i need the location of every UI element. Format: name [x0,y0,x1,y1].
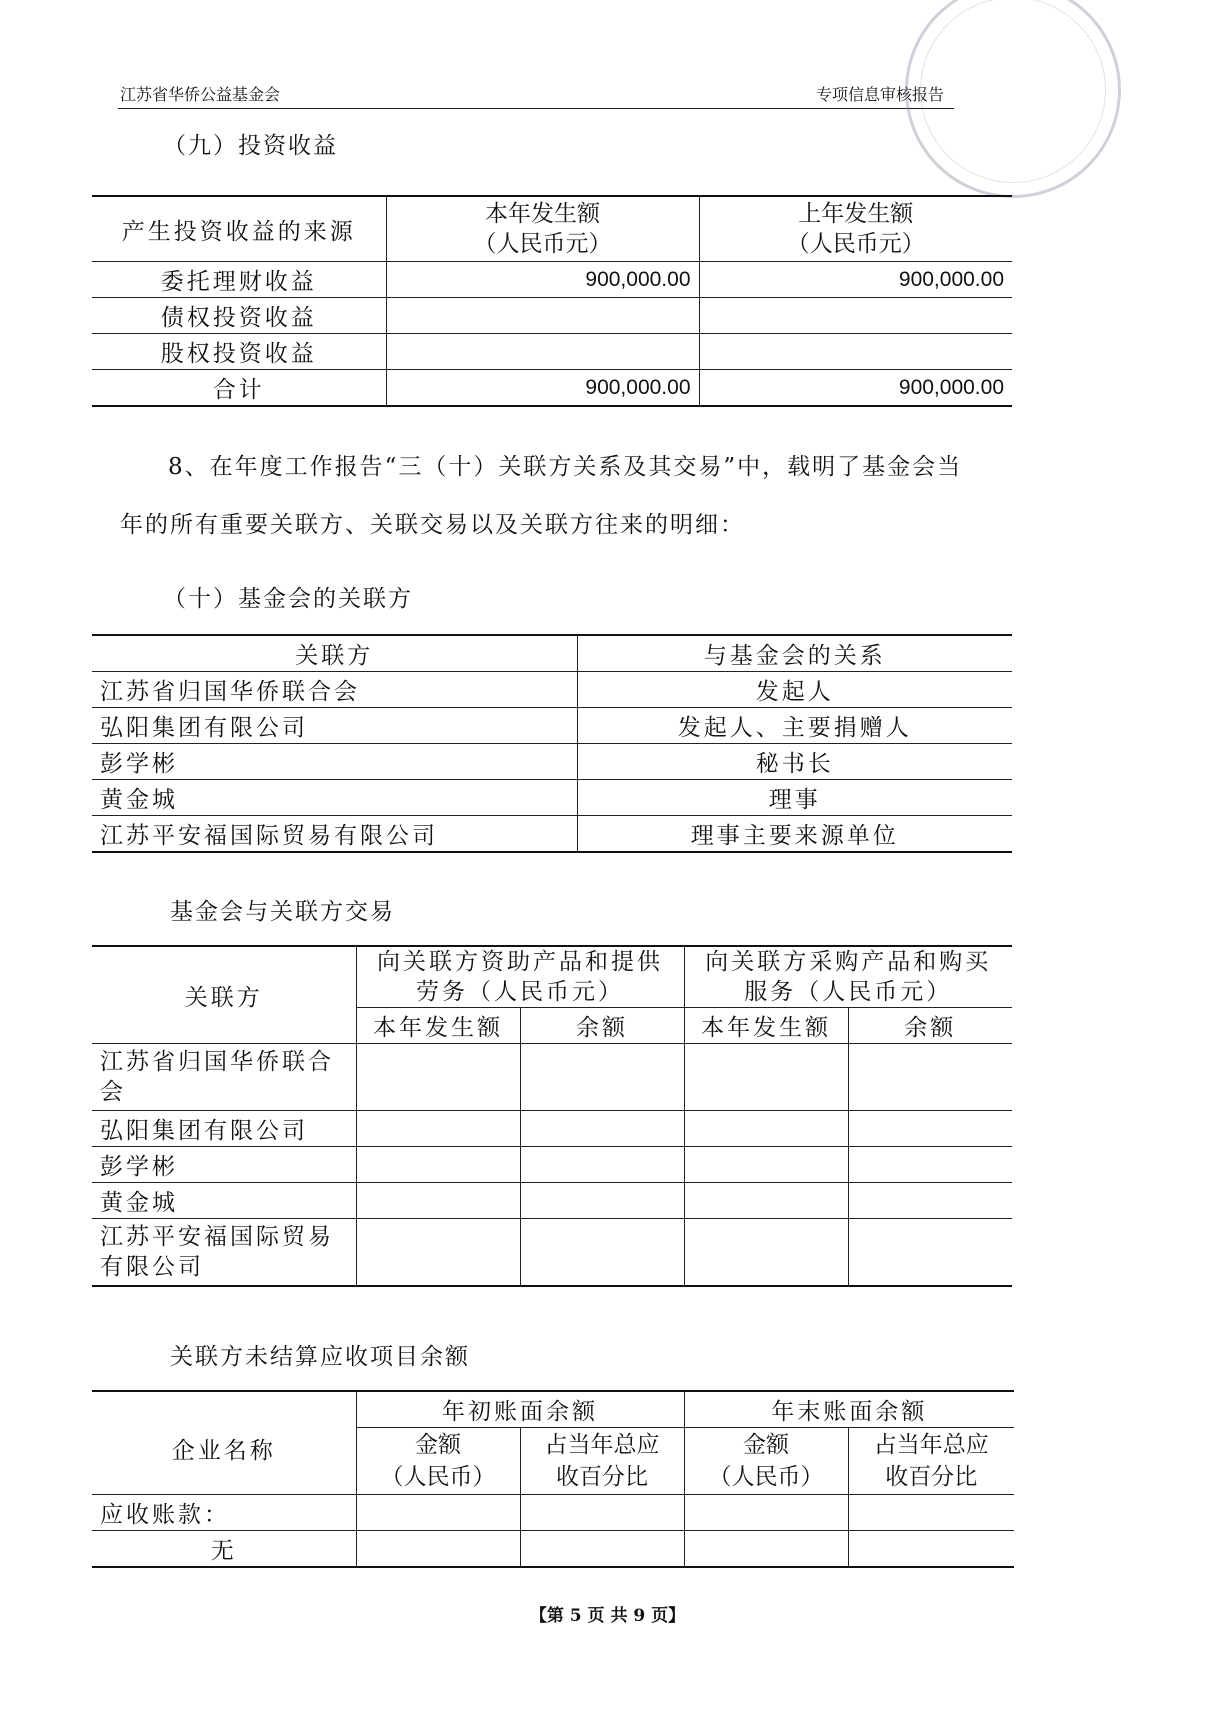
party-relation: 理事主要来源单位 [577,816,1012,853]
cell-empty [356,1531,520,1568]
sub-amount-l2: （人民币） [708,1464,824,1490]
table-row [92,1111,1012,1147]
investment-table [92,195,1012,407]
cell-empty [684,1183,848,1219]
row-none-label: 无 [92,1531,356,1568]
row-previous: 900,000.00 [699,262,1012,298]
cell-empty [848,1531,1014,1568]
row-label: 合计 [92,370,386,407]
table-row-total [92,370,1012,407]
cell-empty [520,1219,684,1287]
cell-empty [356,1044,520,1111]
related-heading: （十）基金会的关联方 [163,586,413,612]
receivables-table [92,1390,1014,1568]
table-header-row [92,1391,1014,1428]
header-previous-year [699,196,1012,262]
sub-percent-l2: 收百分比 [885,1464,978,1490]
party-relation: 发起人、主要捐赠人 [577,708,1012,744]
cell-empty [684,1219,848,1287]
page-header [118,82,954,109]
party-name: 黄金城 [92,1183,356,1219]
table-row [92,1183,1012,1219]
cell-empty [684,1044,848,1111]
sub-percent-l2: 收百分比 [556,1464,648,1490]
cell-empty [520,1111,684,1147]
cell-empty [356,1495,520,1531]
receivables-heading: 关联方未结算应收项目余额 [170,1344,470,1370]
row-current: 900,000.00 [386,262,699,298]
row-label: 委托理财收益 [92,262,386,298]
paragraph-line-2: 年的所有重要关联方、关联交易以及关联方往来的明细： [120,512,745,538]
row-previous [699,298,1012,334]
party-name: 彭学彬 [92,1147,356,1183]
table-row [92,334,1012,370]
table-row [92,672,1012,708]
header-relation: 与基金会的关系 [577,635,1012,672]
table-header-row [92,946,1012,1008]
sub-current: 本年发生额 [684,1008,848,1044]
header-org-name: 江苏省华侨公益基金会 [120,85,281,104]
cell-empty [848,1111,1012,1147]
sub-current: 本年发生额 [356,1008,520,1044]
sub-amount-l1: 金额 [415,1432,461,1458]
row-current [386,298,699,334]
party-relation: 发起人 [577,672,1012,708]
party-name: 江苏省归国华侨联合会 [92,672,577,708]
cell-empty [520,1147,684,1183]
header-company: 企业名称 [92,1391,356,1495]
header-previous-year-l1: 上年发生额 [798,201,914,227]
cell-empty [684,1495,848,1531]
header-group-provide: 向关联方资助产品和提供劳务（人民币元） [356,946,684,1008]
sub-balance: 余额 [848,1008,1012,1044]
sub-amount-l2: （人民币） [380,1464,496,1490]
cell-empty [848,1147,1012,1183]
row-previous [699,334,1012,370]
cell-empty [520,1044,684,1111]
table-row [92,816,1012,853]
cell-empty [520,1183,684,1219]
sub-percent-l1: 占当年总应 [873,1432,989,1458]
header-current-year-l2: （人民币元） [473,231,612,257]
party-name: 彭学彬 [92,744,577,780]
row-previous: 900,000.00 [699,370,1012,407]
cell-empty [684,1531,848,1568]
party-name: 弘阳集团有限公司 [92,708,577,744]
related-party-table [92,634,1012,853]
page-footer: 【第 5 页 共 9 页】 [529,1606,686,1626]
party-relation: 秘书长 [577,744,1012,780]
party-name: 江苏省归国华侨联合会 [92,1044,356,1111]
cell-empty [848,1495,1014,1531]
cell-empty [848,1219,1012,1287]
cell-empty [848,1183,1012,1219]
cell-empty [356,1111,520,1147]
cell-empty [520,1531,684,1568]
cell-empty [684,1111,848,1147]
cell-empty [520,1495,684,1531]
row-label: 债权投资收益 [92,298,386,334]
header-party: 关联方 [92,635,577,672]
party-relation: 理事 [577,780,1012,816]
sub-balance: 余额 [520,1008,684,1044]
header-group-closing: 年末账面余额 [684,1391,1014,1428]
table-header-row [92,196,1012,262]
party-name: 弘阳集团有限公司 [92,1111,356,1147]
row-receivable-label: 应收账款： [92,1495,356,1531]
table-row [92,262,1012,298]
table-header-row [92,635,1012,672]
cell-empty [356,1183,520,1219]
party-name: 江苏平安福国际贸易有限公司 [92,816,577,853]
investment-heading: （九）投资收益 [163,133,338,159]
table-row [92,744,1012,780]
table-row [92,1495,1014,1531]
sub-amount-l1: 金额 [743,1432,789,1458]
header-current-year-l1: 本年发生额 [485,201,600,227]
sub-amount [356,1428,520,1495]
paragraph-8 [120,438,980,554]
table-row [92,1219,1012,1287]
table-row [92,708,1012,744]
sub-percent [520,1428,684,1495]
header-group-opening: 年初账面余额 [356,1391,684,1428]
header-group-purchase: 向关联方采购产品和购买服务（人民币元） [684,946,1012,1008]
seal-inner-ring [889,0,1136,214]
row-label: 股权投资收益 [92,334,386,370]
header-previous-year-l2: （人民币元） [786,231,925,257]
table-row [92,1044,1012,1111]
header-current-year [386,196,699,262]
header-party: 关联方 [92,946,356,1044]
sub-percent [848,1428,1014,1495]
header-report-title: 专项信息审核报告 [815,85,944,104]
cell-empty [356,1219,520,1287]
table-row [92,298,1012,334]
cell-empty [848,1044,1012,1111]
table-row [92,780,1012,816]
table-row [92,1147,1012,1183]
row-current [386,334,699,370]
row-current: 900,000.00 [386,370,699,407]
transactions-table [92,945,1012,1287]
party-name: 黄金城 [92,780,577,816]
header-source: 产生投资收益的来源 [92,196,386,262]
sub-percent-l1: 占当年总应 [544,1432,660,1458]
paragraph-line-1: 8、在年度工作报告“三（十）关联方关系及其交易”中，载明了基金会当 [168,454,963,480]
transactions-heading: 基金会与关联方交易 [170,899,395,925]
table-row [92,1531,1014,1568]
cell-empty [684,1147,848,1183]
party-name: 江苏平安福国际贸易有限公司 [92,1219,356,1287]
sub-amount [684,1428,848,1495]
cell-empty [356,1147,520,1183]
